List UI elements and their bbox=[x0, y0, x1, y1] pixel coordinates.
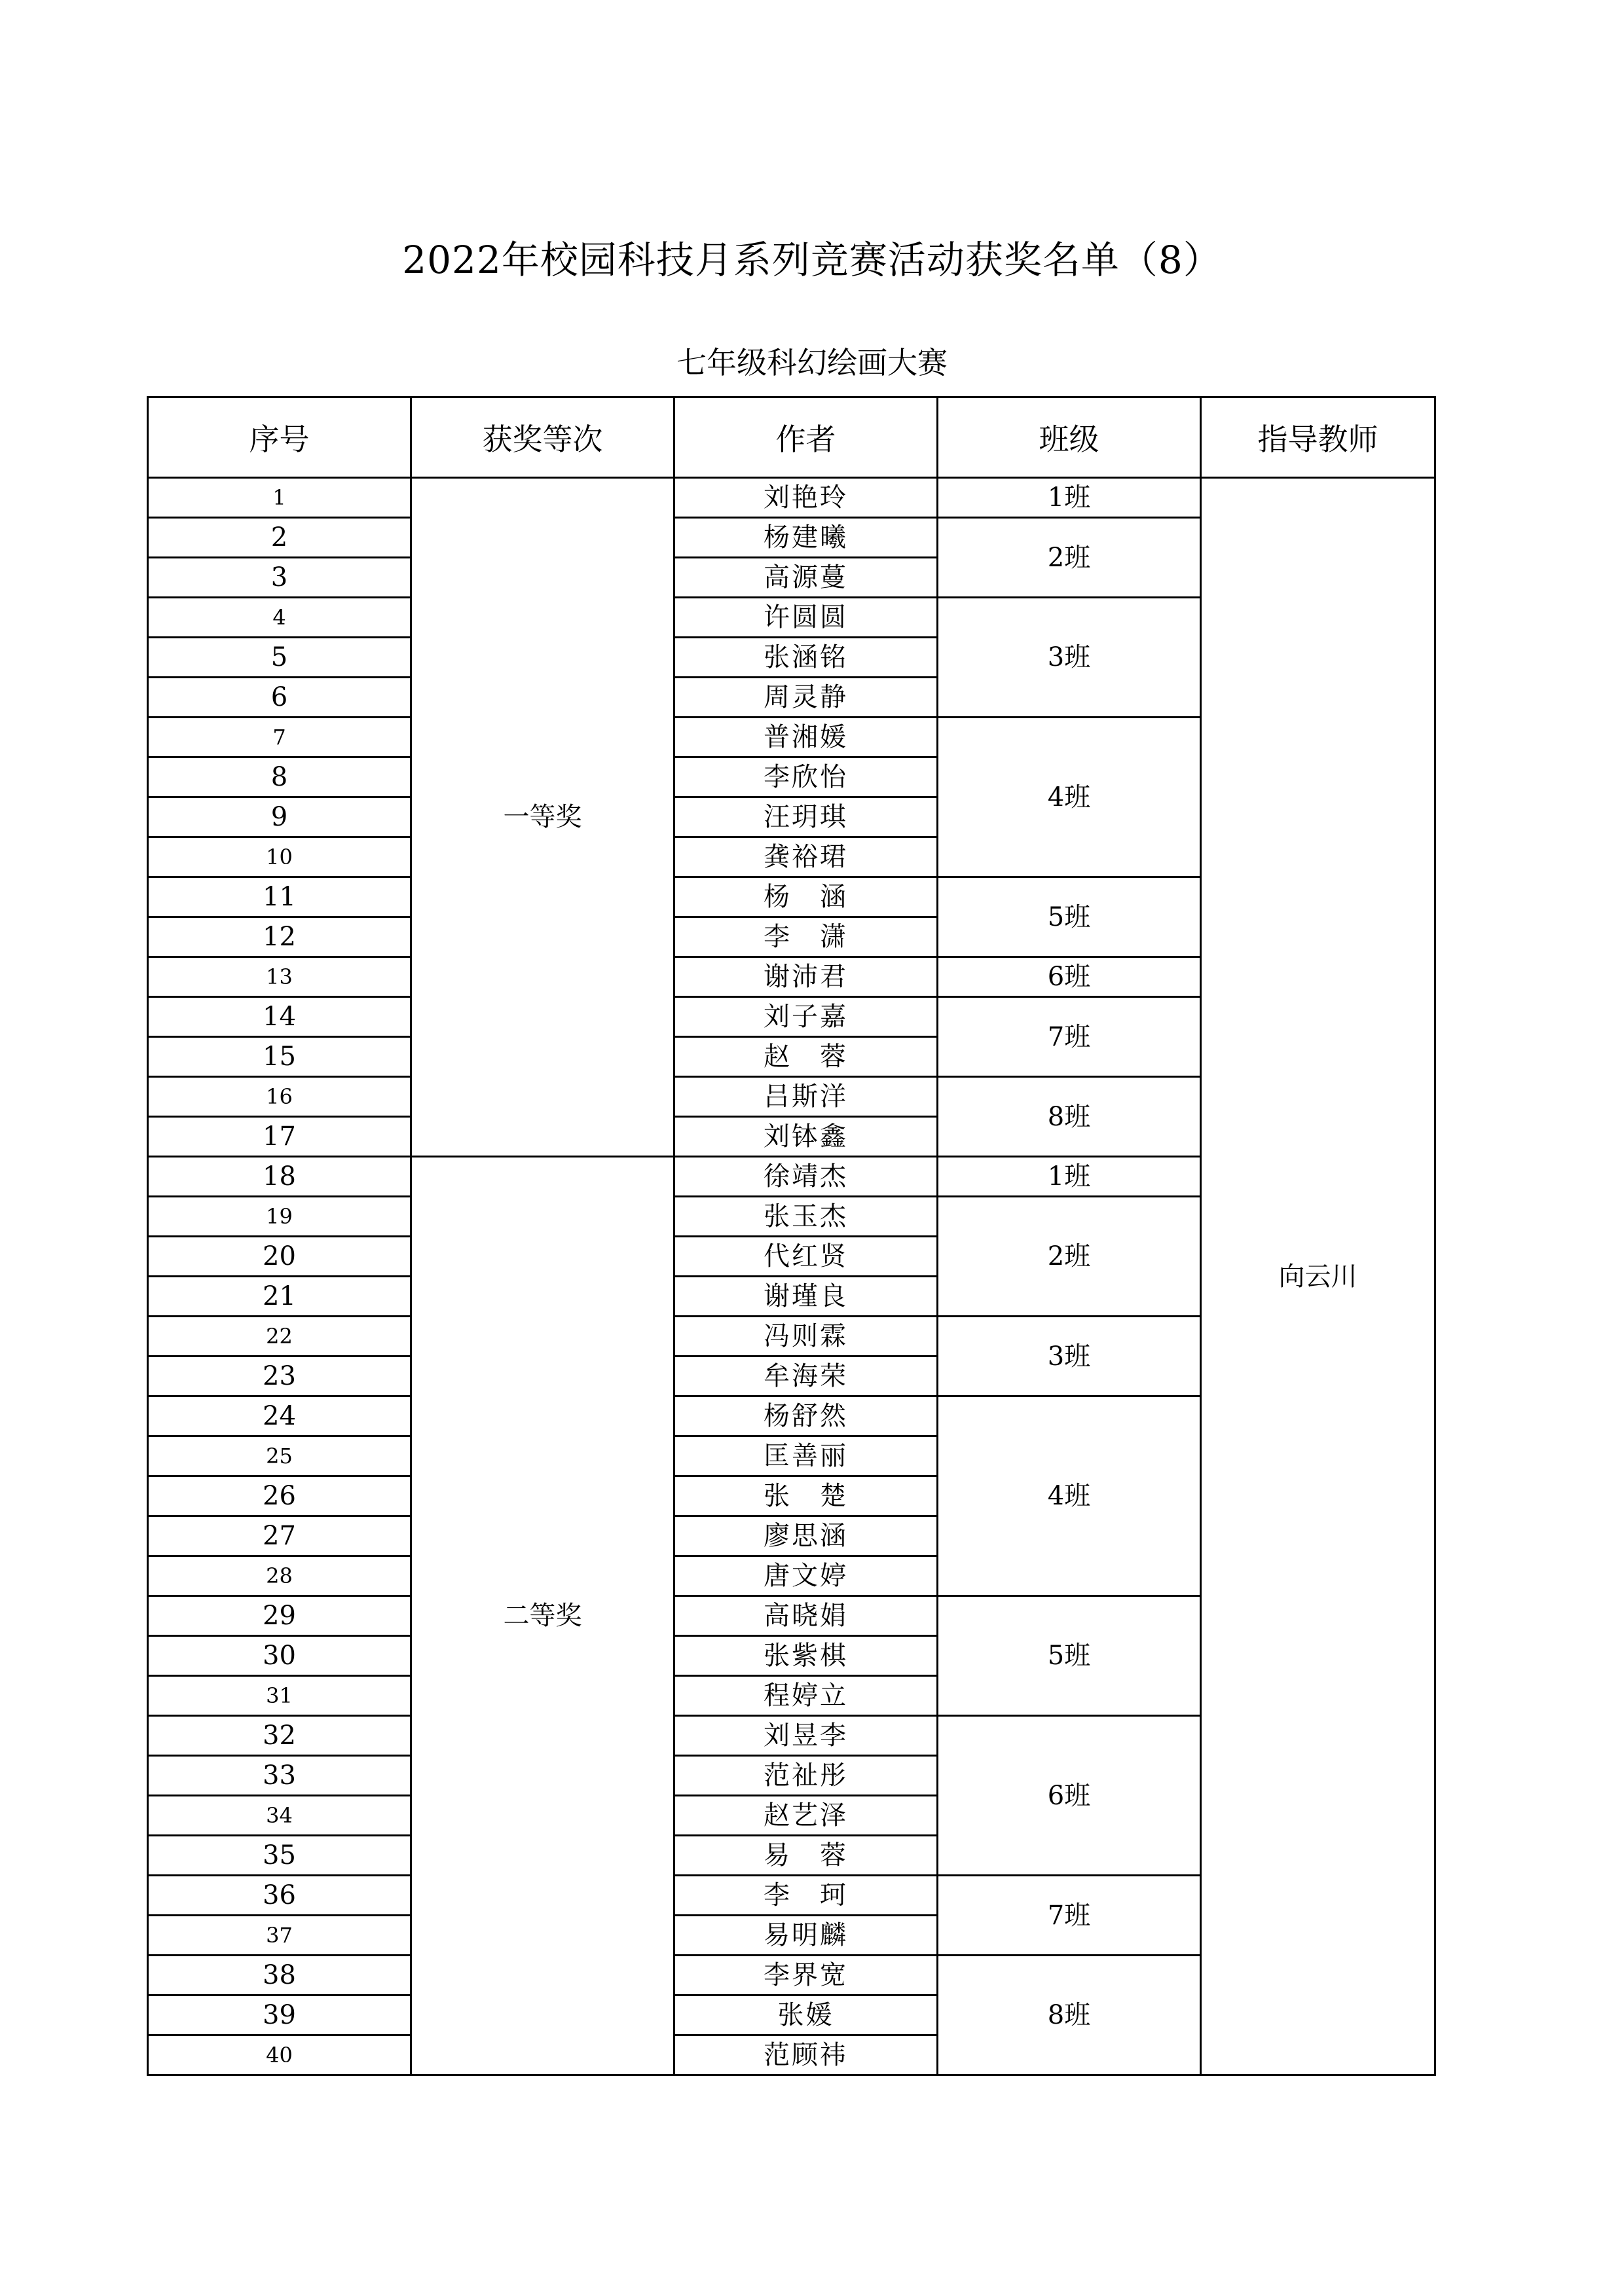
row-seq: 39 bbox=[148, 1995, 411, 2035]
row-author: 范祉彤 bbox=[674, 1756, 938, 1796]
row-seq: 31 bbox=[148, 1676, 411, 1716]
class-cell: 5班 bbox=[938, 1596, 1201, 1716]
row-author: 张紫棋 bbox=[674, 1636, 938, 1676]
teacher-cell: 向云川 bbox=[1201, 478, 1435, 2075]
award-table bbox=[147, 396, 1436, 2076]
row-author: 张 楚 bbox=[674, 1476, 938, 1516]
class-cell: 4班 bbox=[938, 1396, 1201, 1596]
row-author: 范顾祎 bbox=[674, 2035, 938, 2075]
header-seq: 序号 bbox=[148, 397, 411, 478]
class-cell: 7班 bbox=[938, 1876, 1201, 1956]
row-seq: 32 bbox=[148, 1716, 411, 1756]
header-award: 获奖等次 bbox=[411, 397, 674, 478]
row-author: 谢瑾良 bbox=[674, 1277, 938, 1317]
row-seq: 8 bbox=[148, 757, 411, 797]
row-seq: 3 bbox=[148, 558, 411, 598]
class-cell: 7班 bbox=[938, 997, 1201, 1077]
row-author: 唐文婷 bbox=[674, 1556, 938, 1596]
table-header-row bbox=[148, 397, 1435, 478]
row-author: 牟海荣 bbox=[674, 1357, 938, 1396]
row-author: 刘艳玲 bbox=[674, 478, 938, 518]
row-author: 廖思涵 bbox=[674, 1516, 938, 1556]
row-author: 刘子嘉 bbox=[674, 997, 938, 1037]
row-seq: 7 bbox=[148, 718, 411, 757]
class-cell: 3班 bbox=[938, 598, 1201, 718]
row-author: 吕斯洋 bbox=[674, 1077, 938, 1117]
row-author: 汪玥琪 bbox=[674, 797, 938, 837]
row-seq: 6 bbox=[148, 678, 411, 718]
row-author: 李界宽 bbox=[674, 1956, 938, 1995]
class-cell: 6班 bbox=[938, 957, 1201, 997]
class-cell: 5班 bbox=[938, 877, 1201, 957]
class-cell: 2班 bbox=[938, 1197, 1201, 1317]
row-author: 杨舒然 bbox=[674, 1396, 938, 1436]
row-author: 张玉杰 bbox=[674, 1197, 938, 1237]
row-author: 刘昱李 bbox=[674, 1716, 938, 1756]
class-cell: 6班 bbox=[938, 1716, 1201, 1876]
row-author: 龚裕珺 bbox=[674, 837, 938, 877]
row-author: 徐靖杰 bbox=[674, 1157, 938, 1197]
table-row bbox=[148, 478, 1435, 518]
header-teacher: 指导教师 bbox=[1201, 397, 1435, 478]
row-seq: 24 bbox=[148, 1396, 411, 1436]
row-author: 高源蔓 bbox=[674, 558, 938, 598]
row-author: 周灵静 bbox=[674, 678, 938, 718]
class-cell: 8班 bbox=[938, 1077, 1201, 1157]
row-seq: 29 bbox=[148, 1596, 411, 1636]
row-author: 张涵铭 bbox=[674, 638, 938, 678]
row-seq: 26 bbox=[148, 1476, 411, 1516]
row-author: 匡善丽 bbox=[674, 1436, 938, 1476]
row-author: 代红贤 bbox=[674, 1237, 938, 1277]
row-seq: 20 bbox=[148, 1237, 411, 1277]
class-cell: 3班 bbox=[938, 1317, 1201, 1396]
row-author: 许圆圆 bbox=[674, 598, 938, 638]
row-author: 易 蓉 bbox=[674, 1836, 938, 1876]
row-seq: 33 bbox=[148, 1756, 411, 1796]
row-seq: 11 bbox=[148, 877, 411, 917]
row-author: 赵 蓉 bbox=[674, 1037, 938, 1077]
row-seq: 4 bbox=[148, 598, 411, 638]
row-author: 杨建曦 bbox=[674, 518, 938, 558]
row-seq: 40 bbox=[148, 2035, 411, 2075]
award-first-prize: 一等奖 bbox=[411, 478, 674, 1157]
row-seq: 18 bbox=[148, 1157, 411, 1197]
class-cell: 8班 bbox=[938, 1956, 1201, 2075]
class-cell: 1班 bbox=[938, 1157, 1201, 1197]
row-seq: 28 bbox=[148, 1556, 411, 1596]
row-seq: 30 bbox=[148, 1636, 411, 1676]
row-seq: 22 bbox=[148, 1317, 411, 1357]
row-author: 赵艺泽 bbox=[674, 1796, 938, 1836]
row-author: 谢沛君 bbox=[674, 957, 938, 997]
row-seq: 13 bbox=[148, 957, 411, 997]
row-seq: 36 bbox=[148, 1876, 411, 1916]
class-cell: 4班 bbox=[938, 718, 1201, 877]
row-author: 李欣怡 bbox=[674, 757, 938, 797]
row-seq: 12 bbox=[148, 917, 411, 957]
award-second-prize: 二等奖 bbox=[411, 1157, 674, 2075]
row-seq: 10 bbox=[148, 837, 411, 877]
row-author: 高晓娟 bbox=[674, 1596, 938, 1636]
row-author: 普湘媛 bbox=[674, 718, 938, 757]
row-author: 程婷立 bbox=[674, 1676, 938, 1716]
row-seq: 1 bbox=[148, 478, 411, 518]
header-author: 作者 bbox=[674, 397, 938, 478]
row-author: 冯则霖 bbox=[674, 1317, 938, 1357]
row-seq: 27 bbox=[148, 1516, 411, 1556]
row-seq: 23 bbox=[148, 1357, 411, 1396]
row-seq: 9 bbox=[148, 797, 411, 837]
row-seq: 25 bbox=[148, 1436, 411, 1476]
row-seq: 37 bbox=[148, 1916, 411, 1956]
row-seq: 15 bbox=[148, 1037, 411, 1077]
row-seq: 38 bbox=[148, 1956, 411, 1995]
row-author: 李 珂 bbox=[674, 1876, 938, 1916]
competition-subtitle: 七年级科幻绘画大赛 bbox=[676, 345, 948, 380]
header-class: 班级 bbox=[938, 397, 1201, 478]
row-author: 杨 涵 bbox=[674, 877, 938, 917]
row-seq: 16 bbox=[148, 1077, 411, 1117]
row-author: 李 潇 bbox=[674, 917, 938, 957]
row-seq: 17 bbox=[148, 1117, 411, 1157]
row-seq: 2 bbox=[148, 518, 411, 558]
row-seq: 19 bbox=[148, 1197, 411, 1237]
row-seq: 21 bbox=[148, 1277, 411, 1317]
row-seq: 5 bbox=[148, 638, 411, 678]
class-cell: 1班 bbox=[938, 478, 1201, 518]
row-author: 张媛 bbox=[674, 1995, 938, 2035]
class-cell: 2班 bbox=[938, 518, 1201, 598]
row-author: 易明麟 bbox=[674, 1916, 938, 1956]
row-author: 刘钵鑫 bbox=[674, 1117, 938, 1157]
row-seq: 35 bbox=[148, 1836, 411, 1876]
row-seq: 34 bbox=[148, 1796, 411, 1836]
page-title: 2022年校园科技月系列竞赛活动获奖名单（8） bbox=[402, 238, 1222, 282]
row-seq: 14 bbox=[148, 997, 411, 1037]
